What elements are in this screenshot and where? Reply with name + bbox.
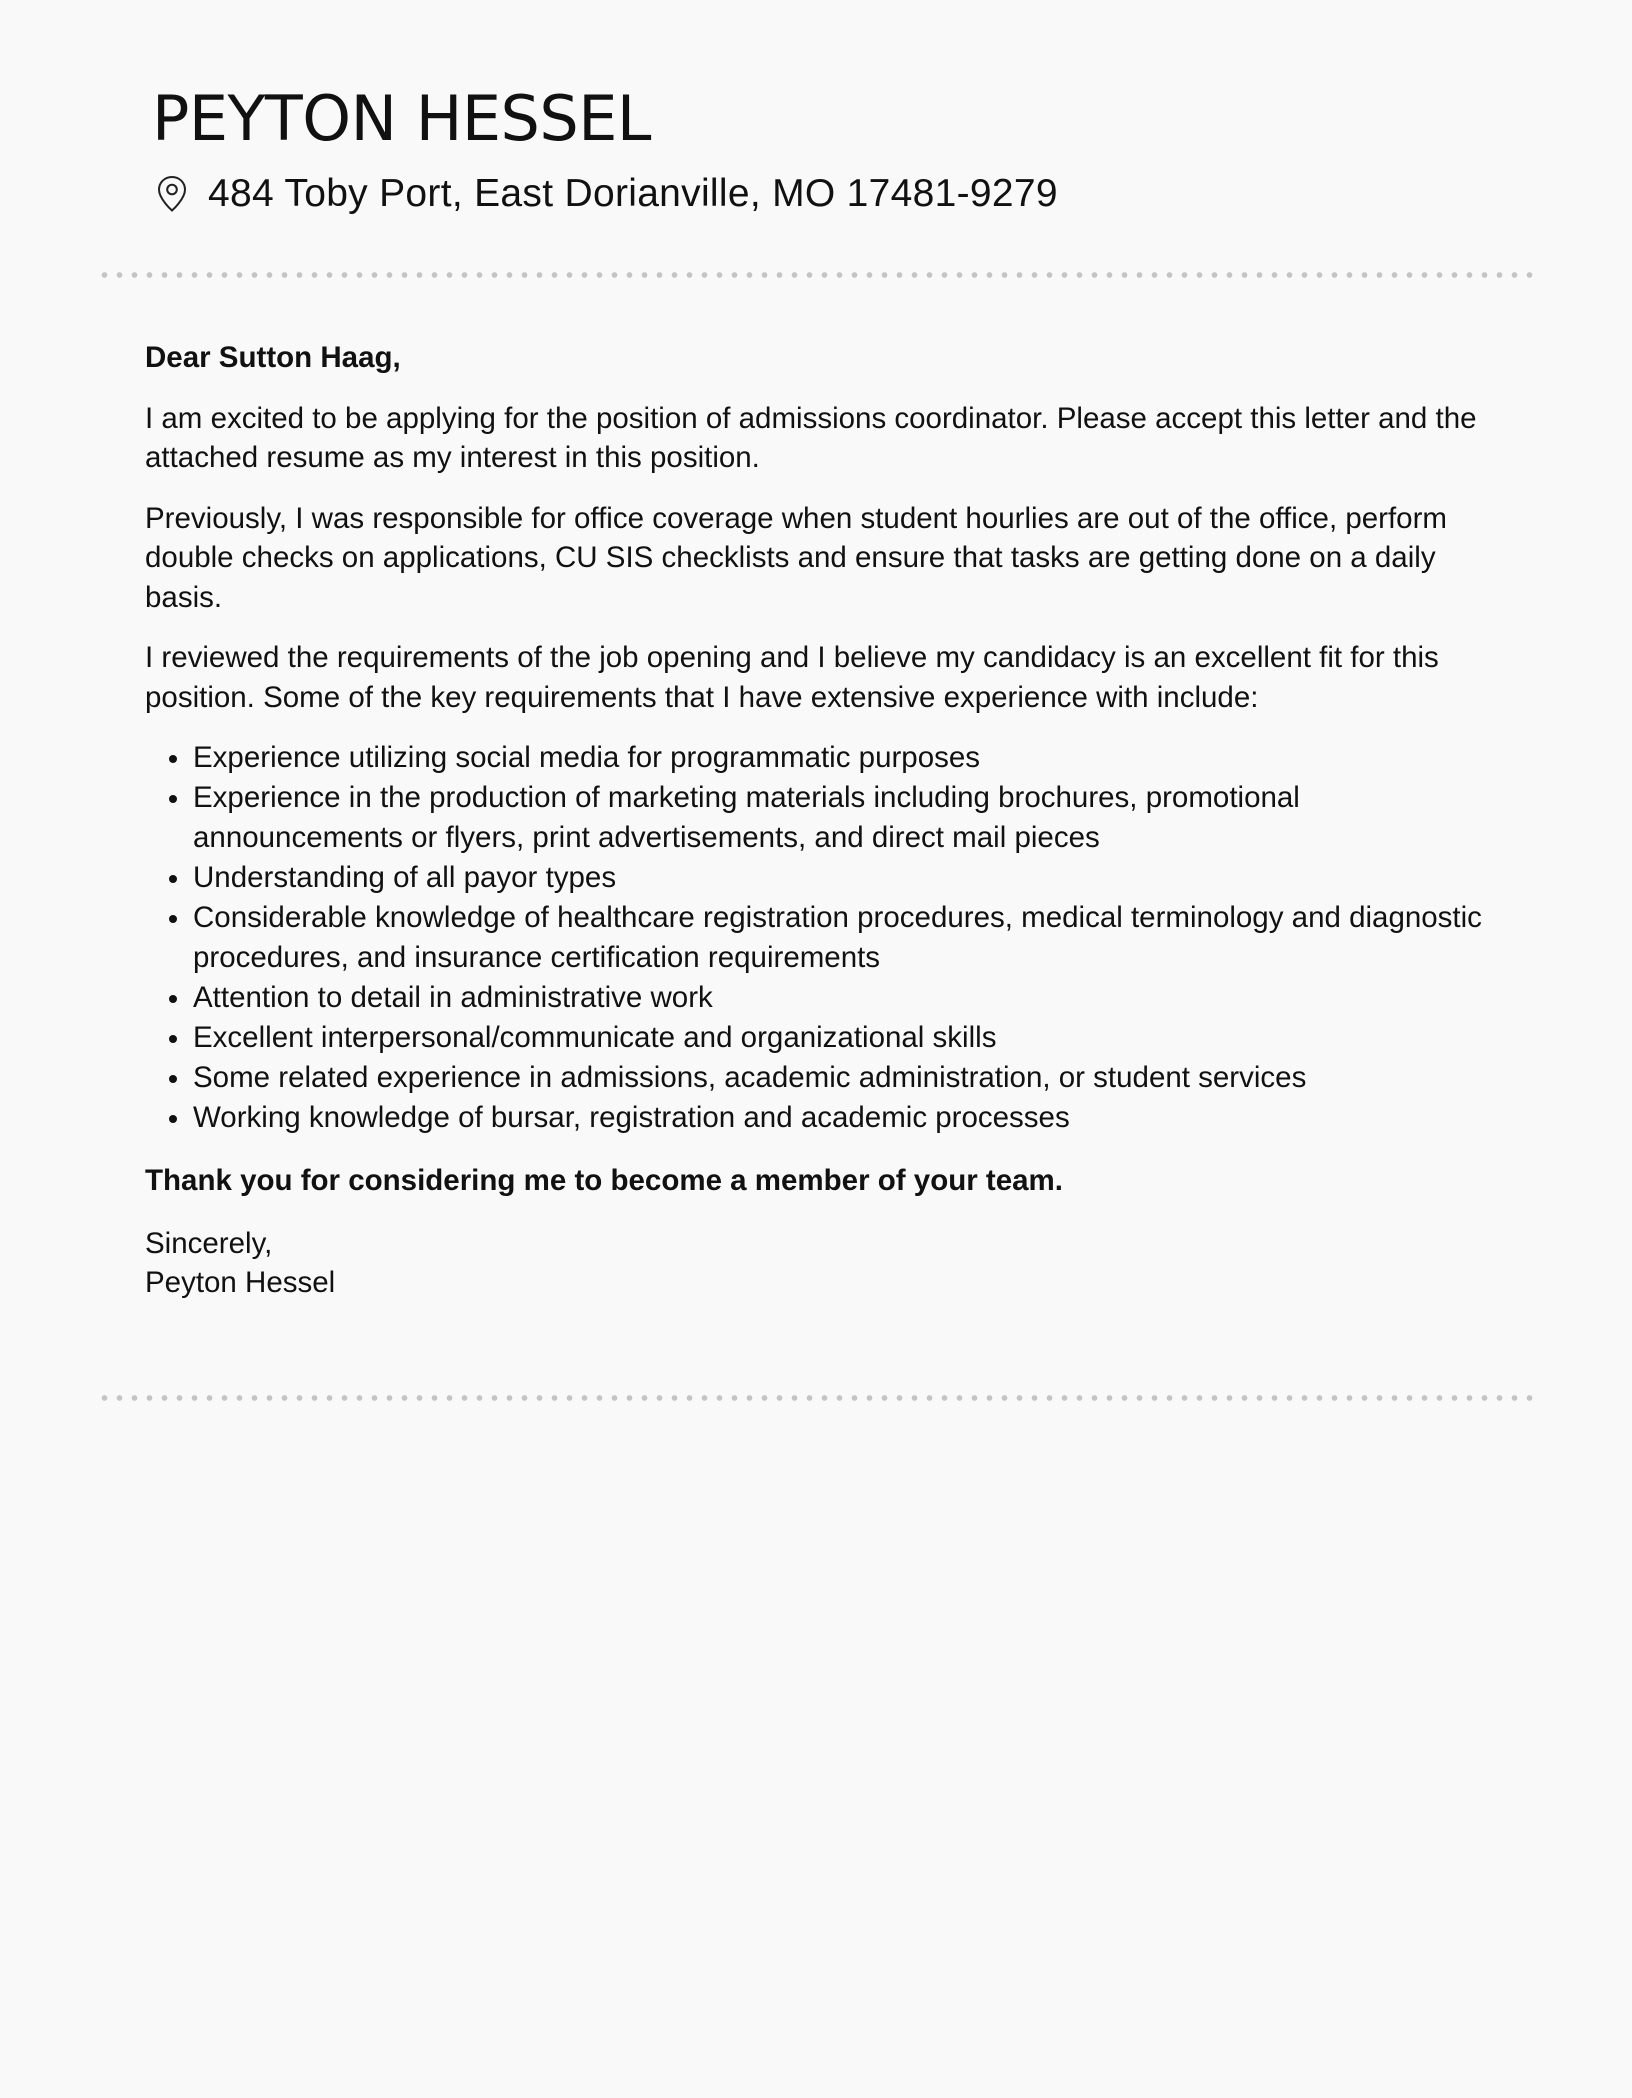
requirement-item: Experience in the production of marketing materials including brochures, promotional announcements or flyers, print advertisements, and direct mail pieces: [193, 778, 1500, 858]
top-dotted-divider: [97, 272, 1535, 278]
requirement-item: Some related experience in admissions, academic administration, or student services: [193, 1058, 1500, 1098]
paragraph-experience: Previously, I was responsible for office coverage when student hourlies are out of the office, perform double checks on applications, CU SIS checklists and ensure that tasks are getting done on a daily basis.: [145, 501, 1447, 614]
letter-body: [145, 338, 1500, 1303]
paragraph-requirements-intro: I reviewed the requirements of the job opening and I believe my candidacy is an excellent fit for this position. Some of the key requirements that I have extensive experience with include:: [145, 641, 1439, 714]
map-pin-icon: [156, 175, 188, 213]
bottom-dotted-divider: [97, 1395, 1535, 1401]
signoff-text: Sincerely,: [145, 1226, 273, 1260]
requirement-item: Considerable knowledge of healthcare registration procedures, medical terminology and diagnostic procedures, and insurance certification requirements: [193, 898, 1500, 978]
closing-statement: Thank you for considering me to become a member of your team.: [145, 1164, 1063, 1197]
requirement-item: Understanding of all payor types: [193, 858, 1500, 898]
requirements-list: [145, 738, 1500, 1138]
signoff-block: [145, 1224, 1500, 1303]
applicant-name: PEYTON HESSEL: [152, 82, 651, 155]
paragraph-intro: I am excited to be applying for the position of admissions coordinator. Please accept this letter and the attached resume as my interest in this position.: [145, 401, 1477, 474]
signature-name: Peyton Hessel: [145, 1266, 336, 1299]
greeting: Dear Sutton Haag,: [145, 341, 401, 374]
address-text: 484 Toby Port, East Dorianville, MO 17481-9279: [208, 172, 1058, 215]
requirement-item: Working knowledge of bursar, registration and academic processes: [193, 1098, 1500, 1138]
letter-header: [152, 78, 1532, 220]
requirement-item: Experience utilizing social media for programmatic purposes: [193, 738, 1500, 778]
requirement-item: Attention to detail in administrative work: [193, 978, 1500, 1018]
address-row: [152, 168, 1532, 220]
requirement-item: Excellent interpersonal/communicate and organizational skills: [193, 1018, 1500, 1058]
